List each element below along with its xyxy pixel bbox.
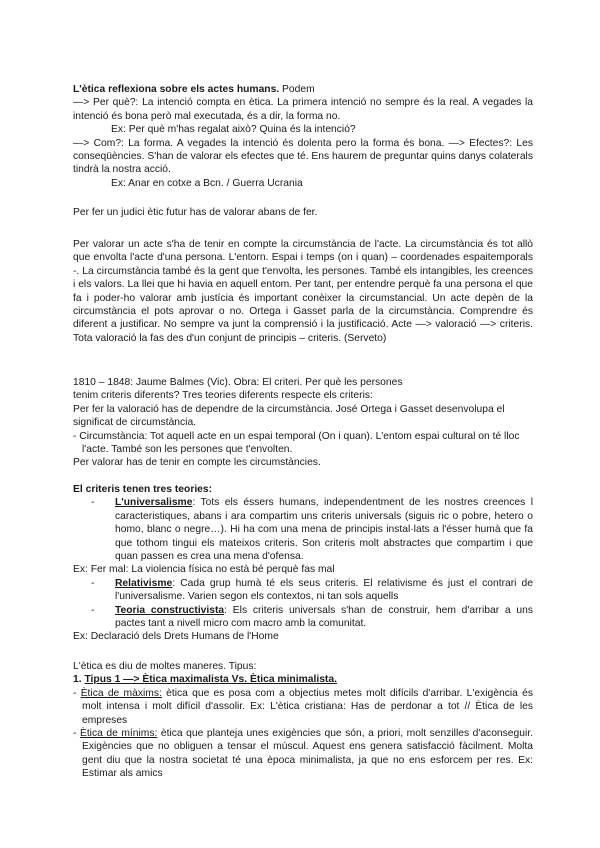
- section-future-judgement: [73, 206, 533, 219]
- theory-label: Teoria constructivista: [115, 604, 225, 616]
- example-line: Ex: Anar en cotxe a Bcn. / Guerra Ucrania: [111, 177, 303, 189]
- dash-marker: -: [91, 577, 95, 589]
- paragraph-com: —> Com?: La forma. A vegades la intenció és dolenta pero la forma és bona. —> Efectes?: Les conseqüències. S'han de valorar els efectes que té. Ens haurem de preguntar quins danys colaterals tindrà la nostra acció.: [73, 137, 533, 176]
- example-line: Ex: Fer mal: La violencia física no està bé perquè fas mal: [73, 564, 335, 576]
- example-line: Ex: Per què m'has regalat això? Quina és la intenció?: [111, 124, 356, 136]
- theory-text: : Tots els éssers humans, independentment de les nostres creences l caracteristiques, abans i ara compartim uns criteris universals (siguis ric o pobre, hetero o homo, blanc o negre…). Hi ha com una mena de principis instal·lats a l'ésser humà que fa que tothom tingui els mateixos criteris. Son criteris molt abstractes que compartim i que quan passen es crea una mena d'ofensa.: [115, 497, 533, 563]
- paragraph: L'ètica es diu de moltes maneres. Tipus:: [73, 661, 257, 672]
- ethics-label: Ètica de màxims:: [80, 687, 162, 699]
- section-three-theories: [73, 483, 533, 644]
- ethics-text: ètica que es posa com a objectius metes molt difícils d'arribar. L'exigència és molt intensa i molt difícil d'assolir. Ex: L'ètica cristiana: Has de perdonar a tot // Ètica de les empreses: [82, 687, 533, 726]
- paragraph: Per fer la valoració has de dependre de la circumstància. José Ortega i Gasset desenvolupa el significat de circumstància.: [73, 403, 505, 429]
- theory-constructivism: [73, 604, 533, 631]
- paragraph-per-que: —> Per què?: La intenció compta en ètica. La primera intenció no sempre és la real. A vegades la intenció és bona però mal executada, és a dir, la forma no.: [73, 97, 533, 122]
- dash-marker: -: [91, 604, 95, 616]
- example-line: Ex: Declaració dels Drets Humans de l'Home: [73, 631, 279, 643]
- ethics-minimums: - Ètica de mínims: ètica que planteja unes exigències que són, a priori, molt senzilles d'aconseguir. Exigències que no obliguen a tensar el múscul. Aquest ens genera satisfacció fàcilment. Molta gent diu que la nostra societat té una època minimalista, ja que no ens esforcem per res. Ex: Estimar als amics: [73, 728, 533, 780]
- theory-label: Relativisme: [115, 577, 173, 589]
- paragraph: Per fer un judici ètic futur has de valorar abans de fer.: [73, 207, 318, 218]
- paragraph: Per valorar un acte s'ha de tenir en compte la circumstància de l'acte. La circumstància és tot allò que envolta l'acte d'una persona. L'entorn. Espai i temps (on i quan) – coordenades espaitemporals -. La circumstància també és la gent que t'envolta, les persones. També els intangibles, les creences i els valors. La llei que hi havia en aquell entom. Per tant, per entendre perquè fa una persona el que fa i poder-ho valorar amb justícia és important conèixer la circumstancial. Un acte depèn de la circumstància el pots aprovar o no. Ortega i Gasset parla de la circumstància. Comprendre és diferent a justificar. No sempre va junt la comprensió i la justificació. Acte —> valoració —> criteris. Tota valoració la fas des d'un conjunt de principis – criteris. (Serveto): [73, 239, 533, 344]
- type-heading: [73, 673, 533, 686]
- circumstance-definition: - Circumstància: Tot aquell acte en un espai temporal (On i quan). L'entom espai cultural on té lloc l'acte. També son les persones que t'envolten.: [73, 430, 520, 456]
- type-number: 1.: [73, 674, 85, 686]
- section-balmes: [73, 376, 533, 470]
- theory-text: : Cada grup humà té els seus criteris. El relativisme és just el contrari de l'universalisme. Varien segon els contextos, ni tan sols aquells: [115, 577, 533, 603]
- type-label: Tipus 1 —> Ètica maximalista Vs. Ètica minimalista.: [84, 674, 337, 686]
- ethics-maximums: - Ètica de màxims: ètica que es posa com a objectius metes molt difícils d'arribar. L'exigència és molt intensa i molt difícil d'assolir. Ex: L'ètica cristiana: Has de perdonar a tot // Ètica de les empreses: [73, 687, 533, 726]
- section-circumstance: [73, 238, 533, 345]
- theory-text: : Els criteris universals s'han de construir, hem d'arribar a uns pactes tant a nivell micro com macro amb la comunitat.: [115, 604, 533, 630]
- heading-bold: L'ètica reflexiona sobre els actes humans.: [73, 84, 280, 95]
- paragraph: Per valorar has de tenir en compte les circumstàncies.: [73, 457, 321, 469]
- section-ethics-types: [73, 660, 533, 781]
- dash-marker: -: [91, 497, 95, 509]
- heading-rest: Podem: [279, 84, 315, 95]
- section-heading: El criteris tenen tres teories:: [73, 484, 213, 495]
- ethics-text: ètica que planteja unes exigències que són, a priori, molt senzilles d'aconseguir. Exigències que no obliguen a tensar el múscul. Aquest ens genera satisfacció fàcilment. Molta gent diu que la nostra societat té una època minimalista, ja que no ens esforcem per res. Ex: Estimar als amics: [82, 728, 533, 780]
- theory-relativism: [73, 577, 533, 604]
- paragraph-line: tenim criteris diferents? Tres teories diferents respecte els criteris:: [73, 390, 373, 402]
- theory-universalism: [73, 496, 533, 563]
- paragraph-line: 1810 – 1848: Jaume Balmes (Vic). Obra: El criteri. Per què les persones: [73, 377, 403, 388]
- section-heading-line: [73, 83, 533, 96]
- section-ethics-reflects: [73, 83, 533, 190]
- theory-label: L'universalisme: [115, 497, 193, 509]
- ethics-label: Ètica de mínims:: [79, 728, 158, 740]
